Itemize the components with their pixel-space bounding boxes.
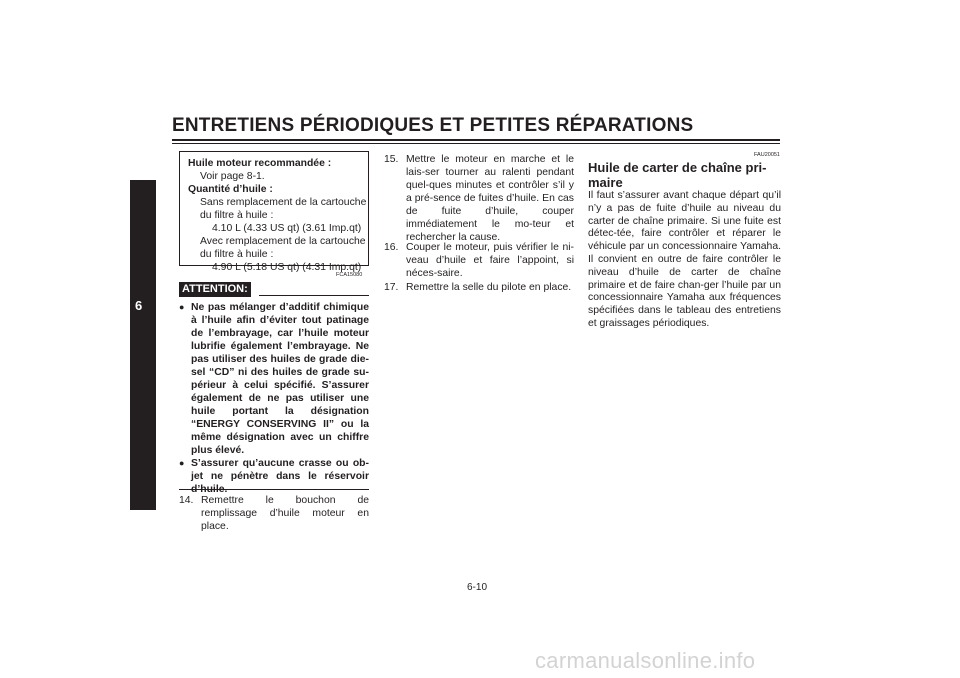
page-title: ENTRETIENS PÉRIODIQUES ET PETITES RÉPARATIONS (172, 115, 694, 136)
page-number: 6-10 (467, 582, 488, 593)
oil-spec-box (179, 151, 369, 273)
step-number: 17. (384, 282, 399, 293)
section-title: Huile de carter de chaîne pri-maire (588, 160, 767, 190)
attention-rule (259, 295, 369, 296)
quantity-label: Quantité d’huile : (188, 184, 273, 195)
step-text: Mettre le moteur en marche et le lais-ser tourner au ralenti pendant quel-ques minutes et contrôler s’il y a pré-sence de fuites d’huile. En cas de fuite d’huile, couper immédiatement le mo-teur et rechercher la cause. (406, 154, 574, 243)
section-body: Il faut s’assurer avant chaque départ qu’il n’y a pas de fuite d’huile au niveau du carter de chaîne primaire. Si une fuite est détec-tée, faire contrôler et réparer le véhicule par un concessionnaire Yamaha. Il convient en outre de faire contrôler le niveau d’huile de carter de chaîne primaire et de faire chan-ger l’huile par un concessionnaire Yamaha aux fréquences spécifiées dans le tableau des entretiens et graissages périodiques. (588, 190, 781, 329)
attention-label: ATTENTION: (179, 282, 251, 297)
step-text: Couper le moteur, puis vérifier le ni-veau d’huile et faire l’appoint, si néces-saire. (406, 242, 574, 279)
title-rule (172, 139, 780, 141)
chapter-number: 6 (135, 298, 143, 313)
step-number: 14. (179, 495, 194, 506)
with-filter-value: 4.90 L (5.18 US qt) (4.31 Imp.qt) (212, 262, 362, 273)
with-filter-line-2: du filtre à huile : (200, 249, 274, 260)
attention-bullet-text: S’assurer qu’aucune crasse ou ob-jet ne pénètre dans le réservoir (191, 458, 369, 482)
title-rule-thin (172, 143, 780, 144)
step-text: Remettre le bouchon de remplissage d’huile moteur en place. (201, 495, 369, 532)
bullet-icon: ● (179, 458, 185, 468)
watermark: carmanualsonline.info (535, 648, 756, 673)
attention-bullet-text: Ne pas mélanger d’additif chimique à l’huile afin d’éviter tout patinage de l’embrayage, car l’huile moteur lubrifie également l’embrayage. Ne pas utiliser des huiles de grade die-sel “CD” ni des huiles de grade su-périeur à celui spécifié. S’assurer également de ne pas utiliser une huile portant la désignation “ENERGY CONSERVING II” ou la même désignation avec un chiffre plus élevé. (191, 302, 369, 456)
without-filter-line-2: du filtre à huile : (200, 210, 274, 221)
attention-body (179, 301, 369, 496)
step-17 (384, 281, 574, 294)
without-filter-line-1: Sans remplacement de la cartouche (200, 197, 367, 208)
step-number: 15. (384, 154, 399, 165)
section-code: FAU20051 (754, 152, 780, 158)
step-14 (179, 494, 369, 533)
chapter-tab (130, 180, 156, 510)
without-filter-value: 4.10 L (4.33 US qt) (3.61 Imp.qt) (212, 223, 362, 234)
attention-end-rule (179, 489, 369, 490)
with-filter-line-1: Avec remplacement de la cartouche (200, 236, 366, 247)
oil-value: Voir page 8-1. (200, 171, 265, 182)
step-16 (384, 241, 574, 280)
step-text: Remettre la selle du pilote en place. (406, 282, 572, 293)
attention-bullet (179, 301, 369, 457)
attention-header (179, 282, 369, 298)
attention-bullet (179, 457, 369, 496)
oil-label: Huile moteur recommandée : (188, 158, 332, 169)
bullet-icon: ● (179, 302, 185, 312)
attention-code: FCA15080 (336, 272, 363, 278)
step-number: 16. (384, 242, 399, 253)
step-15 (384, 153, 574, 244)
